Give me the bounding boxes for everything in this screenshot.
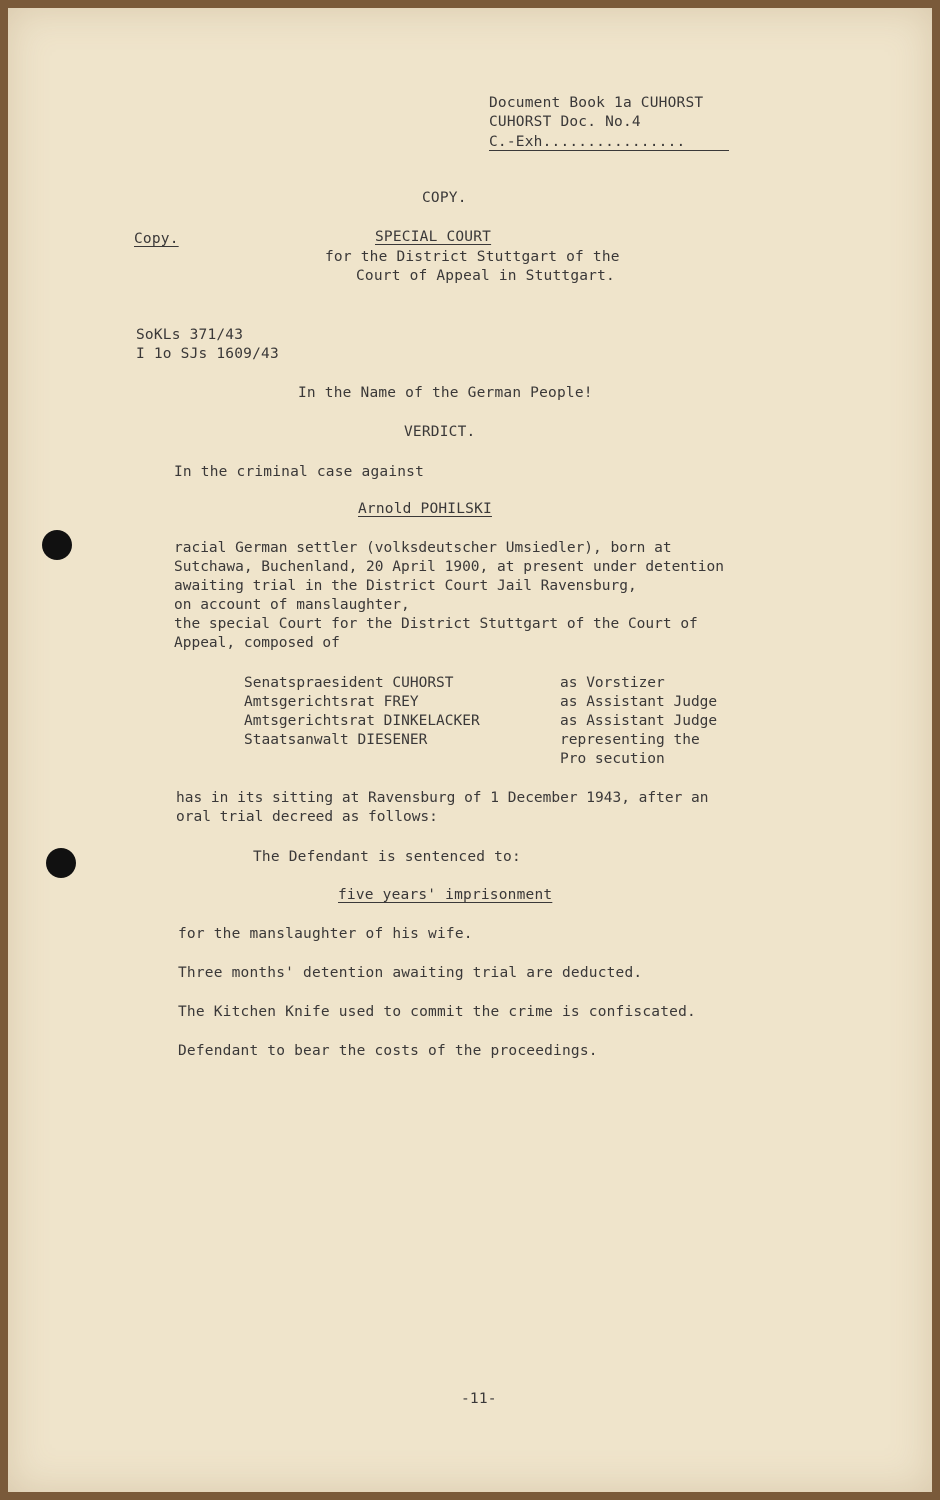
member-role: Pro secution [560,751,665,767]
court-line-3: Court of Appeal in Stuttgart. [356,268,615,284]
sitting-line: has in its sitting at Ravensburg of 1 December 1943, after an [176,790,709,806]
defendant-name: Arnold POHILSKI [358,501,492,517]
member-name: Amtsgerichtsrat FREY [244,694,419,710]
description-line: awaiting trial in the District Court Jail Ravensburg, [174,578,637,594]
member-name: Staatsanwalt DIESENER [244,732,428,748]
sentence: five years' imprisonment [338,887,553,903]
punch-hole-top [42,530,72,560]
reference-underline [489,150,729,151]
description-line: on account of manslaughter, [174,597,410,613]
copy-label: Copy. [134,231,179,247]
invocation: In the Name of the German People! [298,385,593,401]
page-number: -11- [461,1391,497,1407]
description-line: racial German settler (volksdeutscher Umsiedler), born at [174,540,672,556]
reference-line-3: C.-Exh................ [489,134,686,150]
sentenced-intro: The Defendant is sentenced to: [253,849,521,865]
verdict-heading: VERDICT. [404,424,476,440]
sitting-paragraph [176,789,709,827]
paragraph-costs: Defendant to bear the costs of the proceedings. [178,1043,598,1059]
sitting-line: oral trial decreed as follows: [176,809,438,825]
member-role: as Assistant Judge [560,713,718,729]
description-line: the special Court for the District Stuttgart of the Court of [174,616,698,632]
defendant-description [174,539,724,653]
court-title: SPECIAL COURT [375,229,492,245]
member-name: Amtsgerichtsrat DINKELACKER [244,713,480,729]
file-number-1: SoKLs 371/43 [136,327,244,343]
paragraph-detention: Three months' detention awaiting trial are deducted. [178,965,643,981]
composition-roles [560,674,717,769]
member-role: as Assistant Judge [560,694,718,710]
case-intro: In the criminal case against [174,464,425,480]
paragraph-manslaughter: for the manslaughter of his wife. [178,926,473,942]
paragraph-knife: The Kitchen Knife used to commit the crime is confiscated. [178,1004,696,1020]
court-line-2: for the District Stuttgart of the [325,249,620,265]
member-role: representing the [560,732,700,748]
description-line: Appeal, composed of [174,635,340,651]
composition-names [244,674,480,750]
reference-line-2: CUHORST Doc. No.4 [489,114,641,130]
file-number-2: I 1o SJs 1609/43 [136,346,279,362]
copy-heading: COPY. [422,190,467,206]
member-role: as Vorstizer [560,675,665,691]
punch-hole-bottom [46,848,76,878]
description-line: Sutchawa, Buchenland, 20 April 1900, at present under detention [174,559,724,575]
document-page [8,8,932,1492]
member-name: Senatspraesident CUHORST [244,675,454,691]
reference-line-1: Document Book 1a CUHORST [489,95,704,111]
